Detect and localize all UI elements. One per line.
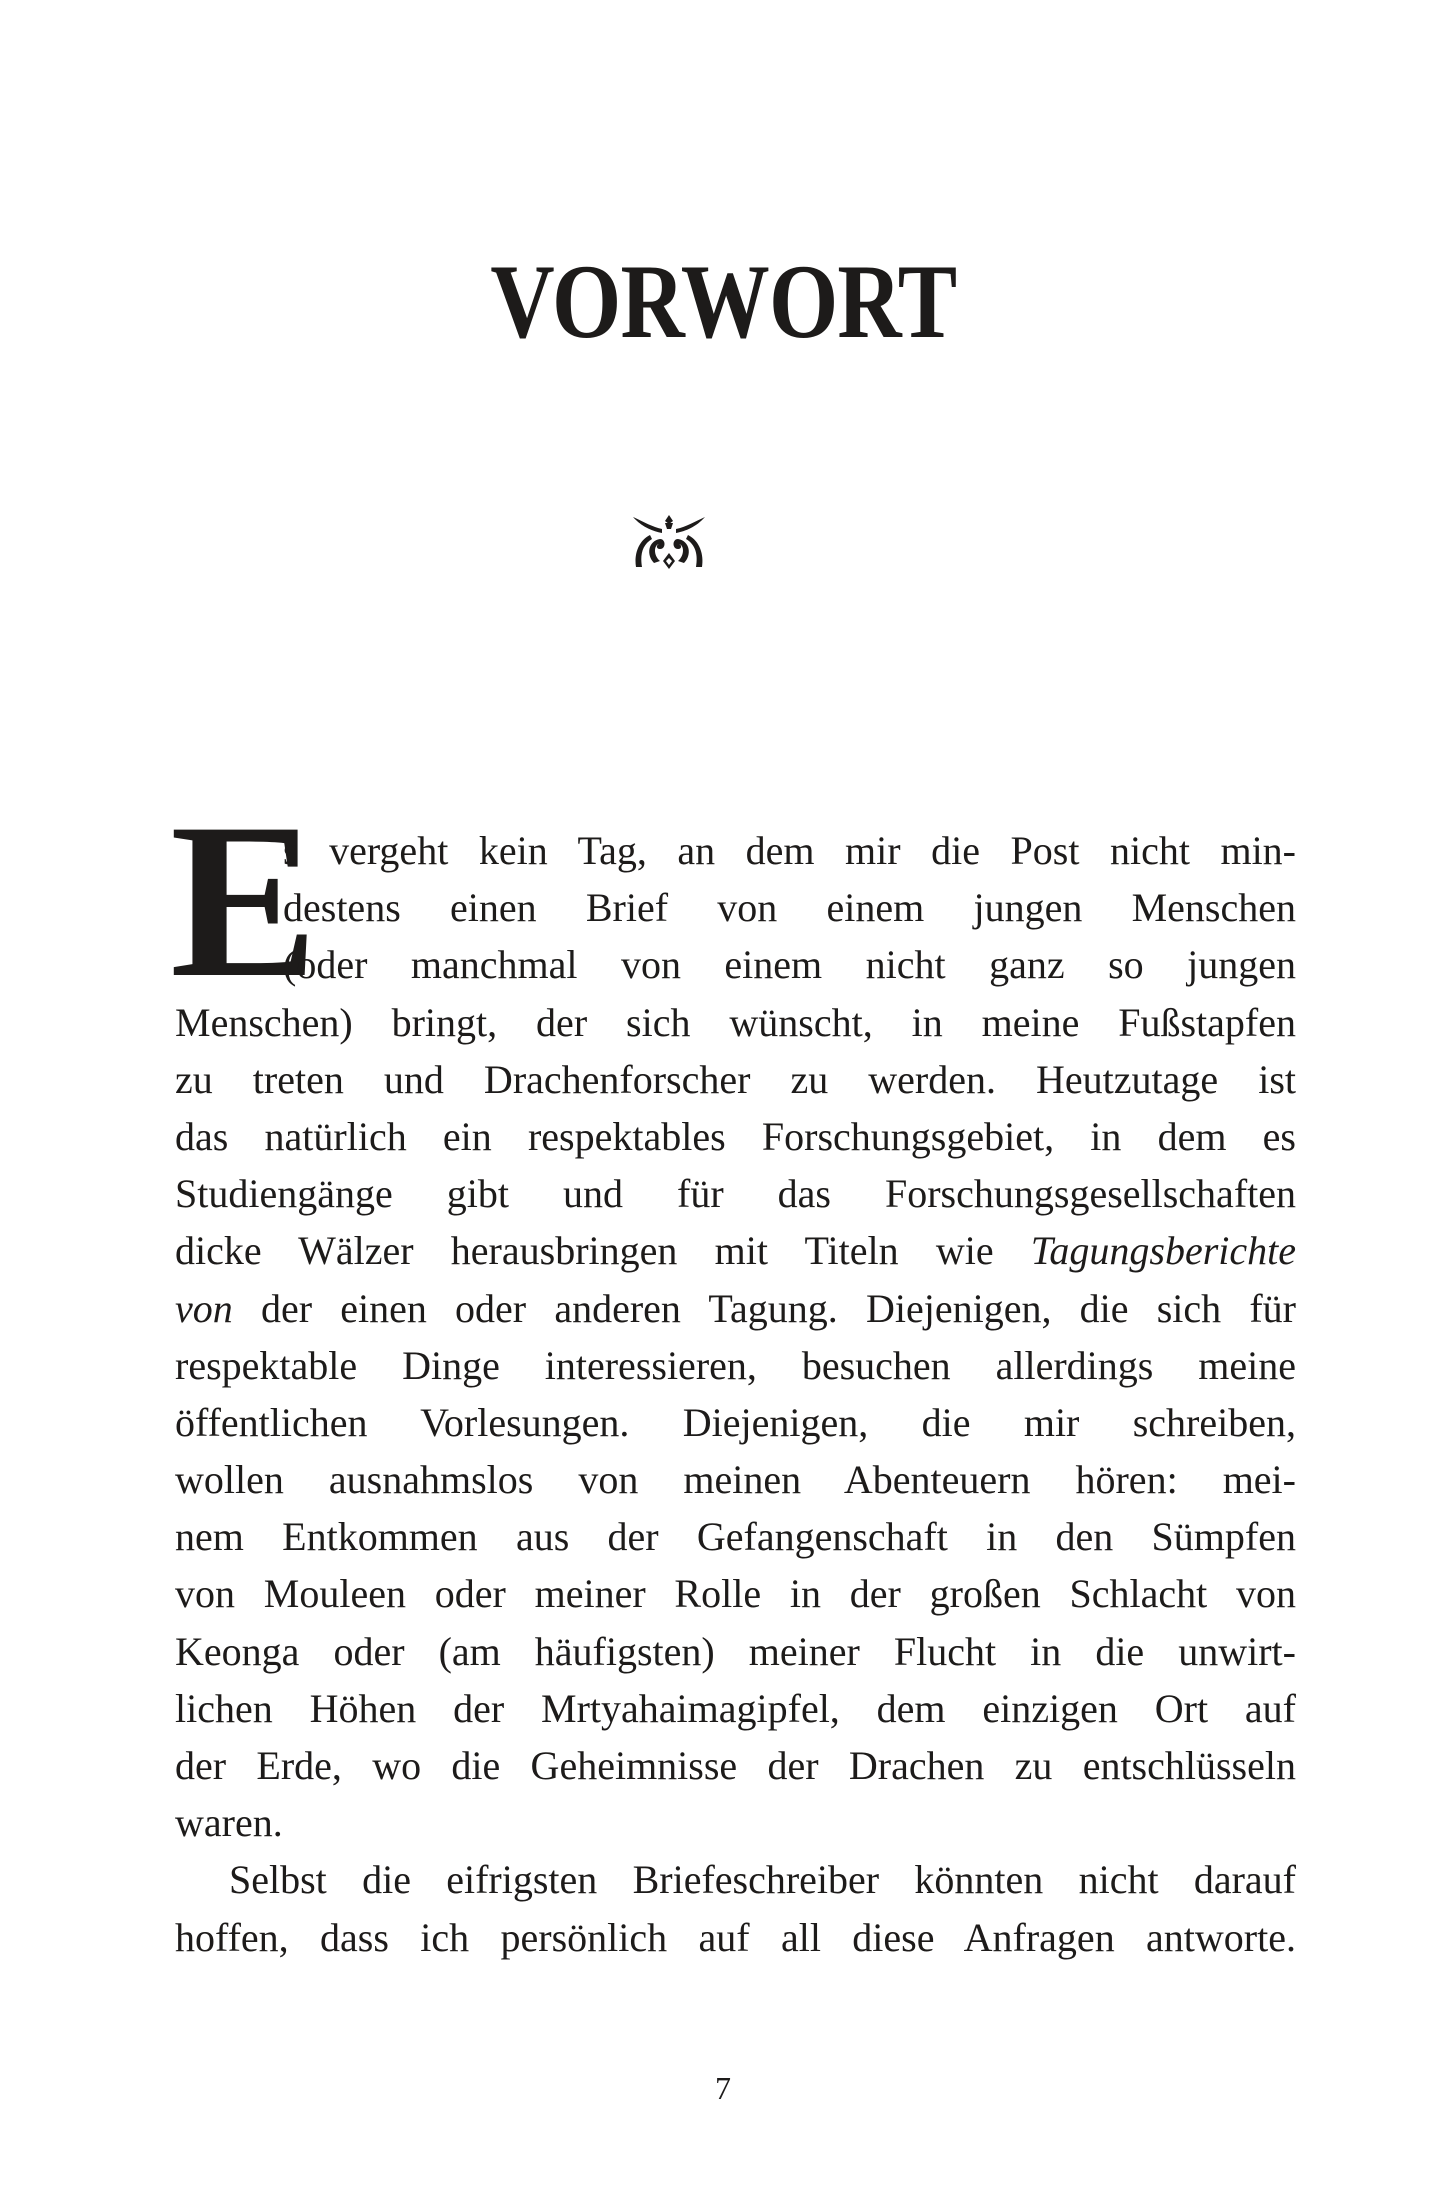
text-line: lichen Höhen der Mrtyahaimagipfel, dem einzigen Ort auf <box>175 1685 1296 1731</box>
text-segment: dicke Wälzer herausbringen mit Titeln wie <box>175 1228 1031 1274</box>
text-line <box>175 1222 1296 1279</box>
italic-title: Tagungsberichte <box>1030 1228 1296 1274</box>
text-line: (oder manchmal von einem nicht ganz so jungen <box>283 942 1296 988</box>
text-line: Menschen) bringt, der sich wünscht, in meine Fußstapfen <box>175 999 1296 1045</box>
chapter-title <box>0 243 1446 361</box>
fleuron-ornament-icon <box>632 515 706 571</box>
text-line: Studiengänge gibt und für das Forschungsgesellschaften <box>175 1171 1296 1217</box>
text-line: zu treten und Drachenforscher zu werden. Heutzutage ist <box>175 1056 1296 1102</box>
text-line: respektable Dinge interessieren, besuchen allerdings meine <box>175 1342 1296 1388</box>
text-line: nem Entkommen aus der Gefangenschaft in den Sümpfen <box>175 1514 1296 1560</box>
text-line: das natürlich ein respektables Forschungsgebiet, in dem es <box>175 1113 1296 1159</box>
italic-title: von <box>175 1285 233 1331</box>
page-number: 7 <box>715 2070 731 2106</box>
text-line: Selbst die eifrigsten Briefeschreiber könnten nicht darauf <box>229 1857 1296 1903</box>
text-line: öffentlichen Vorlesungen. Diejenigen, die mir schreiben, <box>175 1399 1296 1445</box>
text-line <box>175 1280 1296 1337</box>
text-line: wollen ausnahmslos von meinen Abenteuern hören: mei- <box>175 1457 1296 1503</box>
text-segment: der einen oder anderen Tagung. Diejenigen, die sich für <box>232 1285 1296 1331</box>
text-line: waren. <box>175 1800 283 1846</box>
text-line: s vergeht kein Tag, an dem mir die Post nicht min- <box>283 828 1296 873</box>
text-line: von Mouleen oder meiner Rolle in der großen Schlacht von <box>175 1571 1296 1617</box>
text-line: der Erde, wo die Geheimnisse der Drachen zu entschlüsseln <box>175 1743 1296 1788</box>
body-text <box>175 822 1296 1966</box>
text-line: destens einen Brief von einem jungen Menschen <box>283 885 1296 931</box>
drop-cap: E <box>170 778 319 1024</box>
chapter-title-text: VORWORT <box>490 243 956 361</box>
text-line: hoffen, dass ich persönlich auf all diese Anfragen antworte. <box>175 1914 1296 1960</box>
text-line: Keonga oder (am häufigsten) meiner Flucht in die unwirt- <box>175 1628 1296 1674</box>
